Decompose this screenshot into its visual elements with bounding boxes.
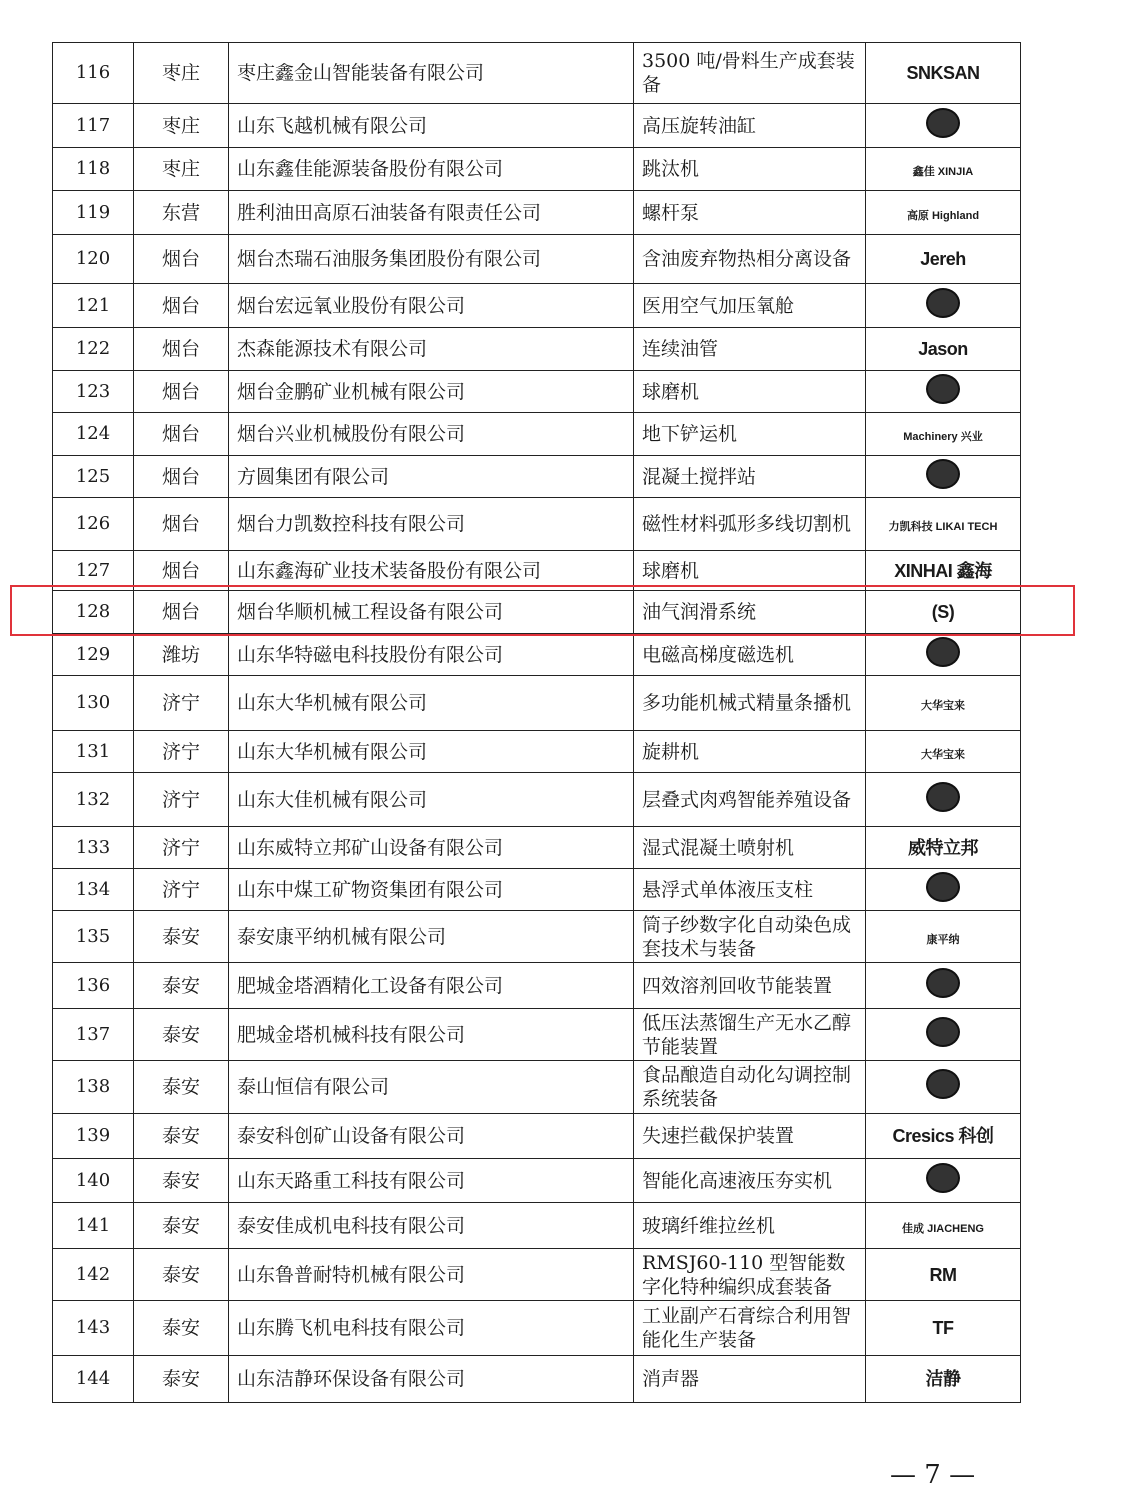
logo-emblem-icon [926, 872, 960, 902]
city-cell: 泰安 [134, 911, 229, 963]
product-cell: 高压旋转油缸 [634, 104, 866, 148]
product-cell: 玻璃纤维拉丝机 [634, 1203, 866, 1249]
table-row [53, 634, 1021, 676]
company-cell: 泰山恒信有限公司 [229, 1061, 634, 1114]
company-cell: 肥城金塔酒精化工设备有限公司 [229, 963, 634, 1009]
city-cell: 泰安 [134, 1203, 229, 1249]
table-row [53, 104, 1021, 148]
company-cell: 山东鲁普耐特机械有限公司 [229, 1249, 634, 1301]
row-number: 119 [53, 191, 134, 235]
company-logo [866, 1249, 1021, 1301]
product-cell: 3500 吨/骨料生产成套装备 [634, 43, 866, 104]
table-row [53, 551, 1021, 591]
company-cell: 山东大华机械有限公司 [229, 731, 634, 773]
logo-wordmark: 康平纳 [926, 933, 960, 946]
company-cell: 烟台宏远氧业股份有限公司 [229, 284, 634, 328]
logo-emblem-icon [926, 1069, 960, 1099]
company-logo [866, 1301, 1021, 1356]
city-cell: 烟台 [134, 284, 229, 328]
product-cell: 低压法蒸馏生产无水乙醇节能装置 [634, 1009, 866, 1061]
logo-wordmark: (S) [931, 602, 955, 622]
table-row [53, 1159, 1021, 1203]
row-number: 142 [53, 1249, 134, 1301]
row-number: 126 [53, 498, 134, 551]
city-cell: 烟台 [134, 456, 229, 498]
company-cell: 山东大佳机械有限公司 [229, 773, 634, 827]
product-cell: 磁性材料弧形多线切割机 [634, 498, 866, 551]
company-cell: 烟台华顺机械工程设备有限公司 [229, 591, 634, 634]
row-number: 134 [53, 869, 134, 911]
company-logo [866, 676, 1021, 731]
city-cell: 东营 [134, 191, 229, 235]
logo-emblem-icon [926, 1163, 960, 1193]
table-row [53, 498, 1021, 551]
row-number: 141 [53, 1203, 134, 1249]
company-cell: 烟台兴业机械股份有限公司 [229, 413, 634, 456]
logo-emblem-icon [926, 459, 960, 489]
table-row [53, 1203, 1021, 1249]
company-logo [866, 1009, 1021, 1061]
company-cell: 杰森能源技术有限公司 [229, 328, 634, 371]
table-row [53, 827, 1021, 869]
row-number: 116 [53, 43, 134, 104]
logo-wordmark: 高原 Highland [906, 209, 980, 222]
company-cell: 枣庄鑫金山智能装备有限公司 [229, 43, 634, 104]
company-logo [866, 371, 1021, 413]
city-cell: 潍坊 [134, 634, 229, 676]
city-cell: 泰安 [134, 1009, 229, 1061]
table-row [53, 773, 1021, 827]
table-row [53, 43, 1021, 104]
logo-wordmark: TF [932, 1318, 954, 1338]
logo-emblem-icon [926, 374, 960, 404]
product-cell: 失速拦截保护装置 [634, 1114, 866, 1159]
row-number: 120 [53, 235, 134, 284]
row-number: 128 [53, 591, 134, 634]
table-row [53, 1061, 1021, 1114]
product-cell: 消声器 [634, 1356, 866, 1403]
product-cell: 智能化高速液压夯实机 [634, 1159, 866, 1203]
city-cell: 济宁 [134, 773, 229, 827]
row-number: 124 [53, 413, 134, 456]
product-cell: 螺杆泵 [634, 191, 866, 235]
table-row [53, 1249, 1021, 1301]
logo-wordmark: XINHAI 鑫海 [894, 560, 992, 581]
row-number: 139 [53, 1114, 134, 1159]
company-logo [866, 456, 1021, 498]
city-cell: 泰安 [134, 1061, 229, 1114]
company-logo [866, 591, 1021, 634]
product-cell: 多功能机械式精量条播机 [634, 676, 866, 731]
company-logo [866, 1114, 1021, 1159]
company-logo [866, 827, 1021, 869]
product-cell: 层叠式肉鸡智能养殖设备 [634, 773, 866, 827]
city-cell: 泰安 [134, 1249, 229, 1301]
city-cell: 泰安 [134, 1114, 229, 1159]
city-cell: 烟台 [134, 235, 229, 284]
product-cell: 医用空气加压氧舱 [634, 284, 866, 328]
row-number: 136 [53, 963, 134, 1009]
row-number: 129 [53, 634, 134, 676]
table-row [53, 731, 1021, 773]
company-cell: 山东鑫佳能源装备股份有限公司 [229, 148, 634, 191]
company-cell: 胜利油田高原石油装备有限责任公司 [229, 191, 634, 235]
company-logo [866, 1061, 1021, 1114]
company-cell: 烟台力凯数控科技有限公司 [229, 498, 634, 551]
company-cell: 烟台金鹏矿业机械有限公司 [229, 371, 634, 413]
table-row [53, 284, 1021, 328]
enterprise-product-table [52, 42, 1021, 1403]
logo-emblem-icon [926, 782, 960, 812]
table-row [53, 1301, 1021, 1356]
table-row [53, 235, 1021, 284]
product-cell: 地下铲运机 [634, 413, 866, 456]
table-row [53, 1114, 1021, 1159]
logo-wordmark: Jereh [920, 249, 966, 269]
company-cell: 山东腾飞机电科技有限公司 [229, 1301, 634, 1356]
city-cell: 泰安 [134, 1356, 229, 1403]
city-cell: 泰安 [134, 963, 229, 1009]
table-row [53, 676, 1021, 731]
logo-wordmark: Machinery 兴业 [903, 431, 983, 443]
company-logo [866, 731, 1021, 773]
row-number: 123 [53, 371, 134, 413]
company-logo [866, 148, 1021, 191]
row-number: 117 [53, 104, 134, 148]
company-cell: 山东飞越机械有限公司 [229, 104, 634, 148]
product-cell: 四效溶剂回收节能装置 [634, 963, 866, 1009]
table-row [53, 911, 1021, 963]
company-cell: 烟台杰瑞石油服务集团股份有限公司 [229, 235, 634, 284]
row-number: 137 [53, 1009, 134, 1061]
product-cell: 跳汰机 [634, 148, 866, 191]
company-logo [866, 498, 1021, 551]
product-cell: 油气润滑系统 [634, 591, 866, 634]
company-logo [866, 773, 1021, 827]
company-logo [866, 43, 1021, 104]
logo-wordmark: 大华宝来 [921, 748, 965, 761]
city-cell: 烟台 [134, 498, 229, 551]
logo-wordmark: RM [929, 1264, 957, 1285]
company-logo [866, 911, 1021, 963]
city-cell: 泰安 [134, 1301, 229, 1356]
row-number: 135 [53, 911, 134, 963]
company-logo [866, 328, 1021, 371]
logo-wordmark: 洁静 [925, 1369, 961, 1389]
logo-wordmark: 鑫佳 XINJIA [912, 166, 974, 178]
logo-wordmark: 大华宝来 [921, 700, 965, 712]
product-cell: 连续油管 [634, 328, 866, 371]
company-cell: 山东威特立邦矿山设备有限公司 [229, 827, 634, 869]
company-cell: 泰安科创矿山设备有限公司 [229, 1114, 634, 1159]
product-cell: 球磨机 [634, 551, 866, 591]
logo-emblem-icon [926, 968, 960, 998]
company-logo [866, 284, 1021, 328]
product-cell: 含油废弃物热相分离设备 [634, 235, 866, 284]
product-cell: 球磨机 [634, 371, 866, 413]
company-logo [866, 1356, 1021, 1403]
company-cell: 山东大华机械有限公司 [229, 676, 634, 731]
company-logo [866, 104, 1021, 148]
company-cell: 肥城金塔机械科技有限公司 [229, 1009, 634, 1061]
logo-emblem-icon [926, 288, 960, 318]
city-cell: 烟台 [134, 328, 229, 371]
row-number: 122 [53, 328, 134, 371]
table-row [53, 148, 1021, 191]
product-cell: 筒子纱数字化自动染色成套技术与装备 [634, 911, 866, 963]
row-number: 125 [53, 456, 134, 498]
company-logo [866, 634, 1021, 676]
company-logo [866, 413, 1021, 456]
company-cell: 泰安康平纳机械有限公司 [229, 911, 634, 963]
company-cell: 山东鑫海矿业技术装备股份有限公司 [229, 551, 634, 591]
logo-wordmark: Jason [918, 339, 968, 359]
table-row [53, 191, 1021, 235]
city-cell: 烟台 [134, 591, 229, 634]
city-cell: 济宁 [134, 827, 229, 869]
company-cell: 山东洁静环保设备有限公司 [229, 1356, 634, 1403]
company-logo [866, 963, 1021, 1009]
company-cell: 泰安佳成机电科技有限公司 [229, 1203, 634, 1249]
table-row [53, 371, 1021, 413]
row-number: 140 [53, 1159, 134, 1203]
product-cell: 工业副产石膏综合利用智能化生产装备 [634, 1301, 866, 1356]
product-cell: 电磁高梯度磁选机 [634, 634, 866, 676]
product-cell: 混凝土搅拌站 [634, 456, 866, 498]
company-logo [866, 1159, 1021, 1203]
city-cell: 烟台 [134, 551, 229, 591]
logo-wordmark: 佳成 JIACHENG [902, 1222, 984, 1235]
row-number: 138 [53, 1061, 134, 1114]
row-number: 118 [53, 148, 134, 191]
row-number: 133 [53, 827, 134, 869]
table-row [53, 869, 1021, 911]
table-row [53, 413, 1021, 456]
row-number: 130 [53, 676, 134, 731]
row-number: 121 [53, 284, 134, 328]
product-cell: 食品酿造自动化勾调控制系统装备 [634, 1061, 866, 1114]
company-cell: 方圆集团有限公司 [229, 456, 634, 498]
company-logo [866, 191, 1021, 235]
product-cell: 悬浮式单体液压支柱 [634, 869, 866, 911]
logo-wordmark: 威特立邦 [908, 837, 978, 858]
logo-emblem-icon [926, 108, 960, 138]
city-cell: 泰安 [134, 1159, 229, 1203]
table-row [53, 591, 1021, 634]
logo-emblem-icon [926, 1017, 960, 1047]
row-number: 132 [53, 773, 134, 827]
row-number: 127 [53, 551, 134, 591]
row-number: 144 [53, 1356, 134, 1403]
company-logo [866, 869, 1021, 911]
logo-wordmark: SNKSAN [906, 63, 980, 83]
city-cell: 枣庄 [134, 104, 229, 148]
city-cell: 枣庄 [134, 148, 229, 191]
product-cell: 旋耕机 [634, 731, 866, 773]
company-logo [866, 235, 1021, 284]
table-row [53, 1356, 1021, 1403]
table-row [53, 328, 1021, 371]
city-cell: 烟台 [134, 371, 229, 413]
row-number: 131 [53, 731, 134, 773]
row-number: 143 [53, 1301, 134, 1356]
table-row [53, 963, 1021, 1009]
city-cell: 济宁 [134, 731, 229, 773]
company-logo [866, 1203, 1021, 1249]
company-logo [866, 551, 1021, 591]
city-cell: 烟台 [134, 413, 229, 456]
company-cell: 山东天路重工科技有限公司 [229, 1159, 634, 1203]
logo-wordmark: 力凯科技 LIKAI TECH [888, 521, 998, 533]
city-cell: 济宁 [134, 676, 229, 731]
page-number: — 7 — [890, 1460, 976, 1490]
logo-emblem-icon [926, 637, 960, 667]
company-cell: 山东华特磁电科技股份有限公司 [229, 634, 634, 676]
table-row [53, 1009, 1021, 1061]
product-cell: 湿式混凝土喷射机 [634, 827, 866, 869]
company-cell: 山东中煤工矿物资集团有限公司 [229, 869, 634, 911]
logo-wordmark: Cresics 科创 [892, 1126, 994, 1146]
city-cell: 济宁 [134, 869, 229, 911]
city-cell: 枣庄 [134, 43, 229, 104]
product-cell: RMSJ60-110 型智能数字化特种编织成套装备 [634, 1249, 866, 1301]
table-row [53, 456, 1021, 498]
